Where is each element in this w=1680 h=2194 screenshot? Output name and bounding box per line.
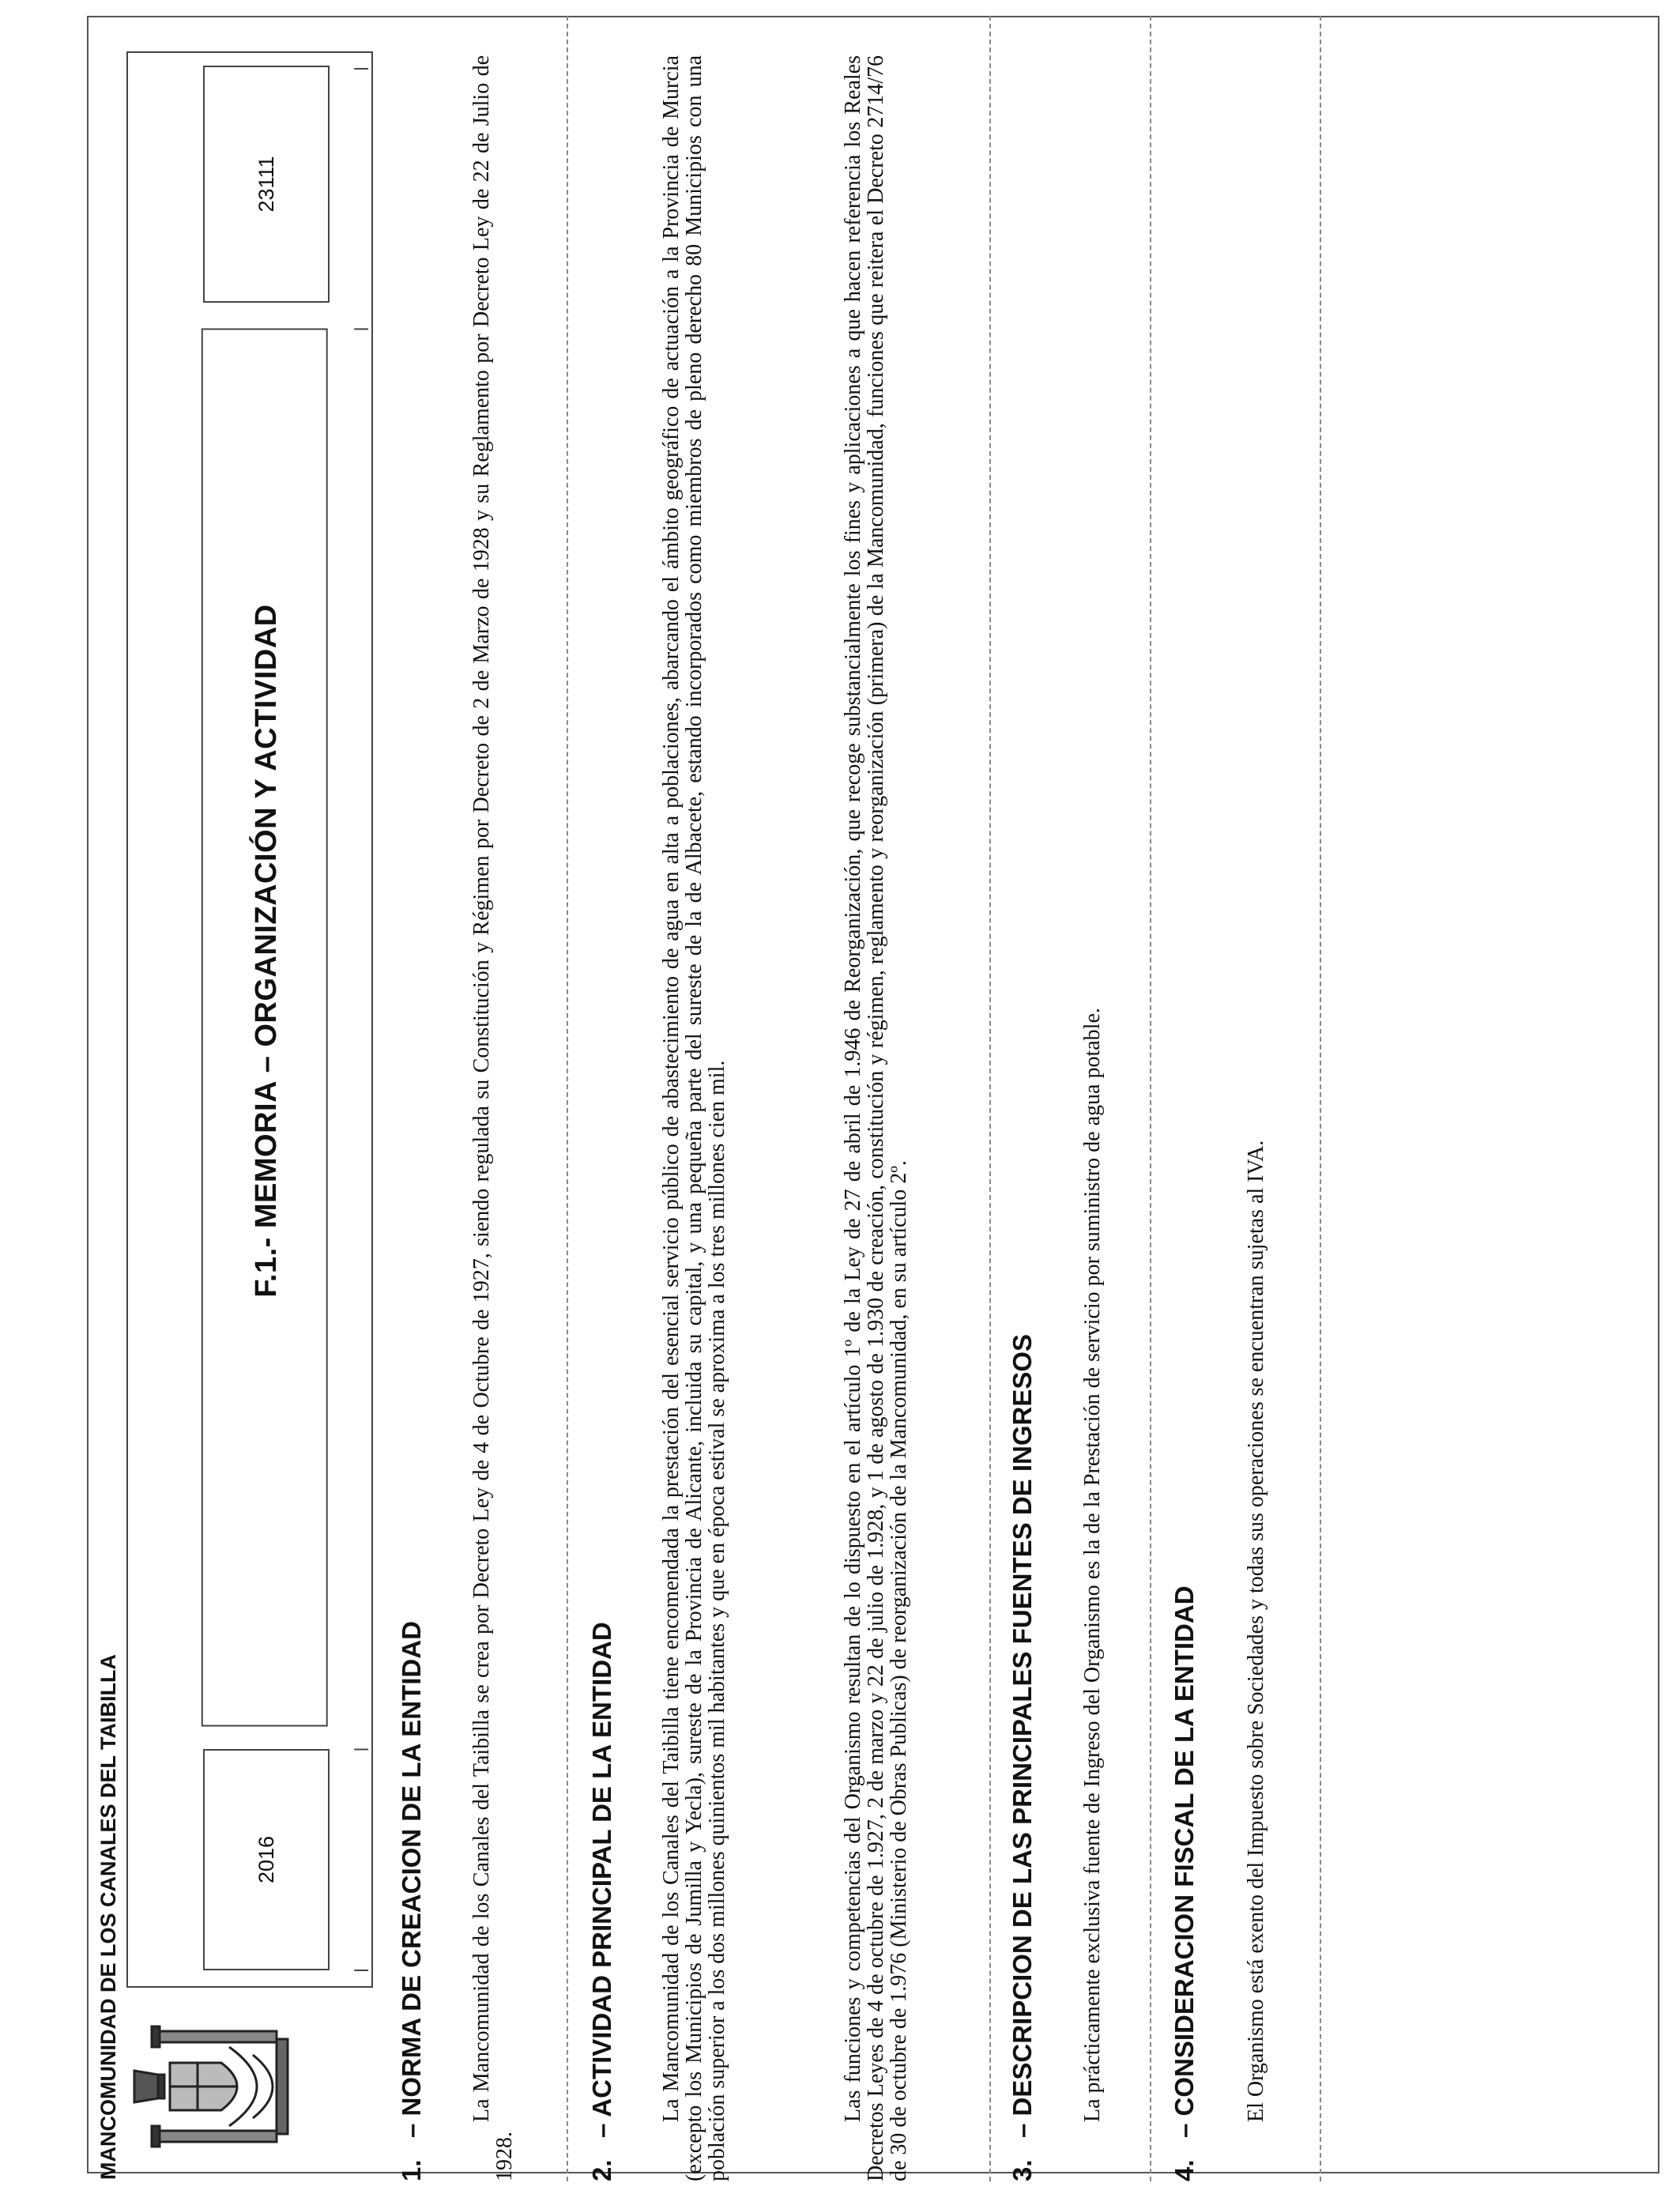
section-1-paragraph: La Mancomunidad de los Canales del Taibilla se crea por Decreto Ley de 4 de Octubre de 1927, siendo regulada su Constitución y Régimen por Decreto de 2 de Marzo de 1928 y su Reglamento por Decreto Ley de 22 de Julio de 1928. xyxy=(469,55,518,2181)
section-title: – ACTIVIDAD PRINCIPAL DE LA ENTIDAD xyxy=(587,1622,616,2138)
section-heading-2 xyxy=(587,1622,617,2181)
section-separator xyxy=(1320,16,1321,2181)
coat-of-arms-icon xyxy=(126,2007,308,2166)
section-title: – NORMA DE CREACION DE LA ENTIDAD xyxy=(397,1621,426,2138)
section-number: 1. xyxy=(397,2159,426,2181)
section-3-paragraph: La prácticamente exclusiva fuente de Ingreso del Organismo es la de la Prestación de servicio por suministro de agua potable. xyxy=(1080,1008,1105,2122)
section-2-paragraph-2: Las funciones y competencias del Organismo resultan de lo dispuesto en el artículo 1º de la Ley de 27 de abril de 1.946 de Reorganización, que recoge substancialmente los fines y aplicaciones a que hacen referencia los Reales Decretos Leyes de 4 de octubre de 1.927, 2 de marzo y 22 de julio de 1.928, y 1 de agosto de 1.930 de creación, constitución y régimen, reglamento y reorganización (primera) de la Mancomunidad, funciones que reitera el Decreto 2714/76 de 30 de octubre de 1.976 (Ministerio de Obras Publicas) de reorganización de la Mancomunidad, en su artículo 2º. xyxy=(841,55,912,2181)
code-field: 23111 xyxy=(203,66,330,303)
organization-name: MANCOMUNIDAD DE LOS CANALES DEL TAIBILLA xyxy=(96,1654,120,2180)
section-heading-4 xyxy=(1170,1585,1200,2181)
section-2-paragraph-1: La Mancomunidad de los Canales del Taibilla tiene encomendada la prestación del esencial servicio público de abastecimiento de agua en alta a poblaciones, abarcando el ámbito geográfico de actuación a la Provincia de Murcia (excepto los Municipios de Jumilla y Yecla), sureste de la Provincia de Alicante, incluida su capital, y una pequeña parte del sureste de la de Albacete, estando incorporados como miembros de pleno derecho 80 Municipios con una población superior a los dos millones quinientos mil habitantes y que en época estival se aproxima a los tres millones cien mil. xyxy=(659,55,730,2181)
section-title: – DESCRIPCION DE LAS PRINCIPALES FUENTES DE INGRESOS xyxy=(1008,1333,1037,2138)
document-content xyxy=(79,16,1652,2181)
section-heading-1 xyxy=(397,1621,427,2181)
section-title: – CONSIDERACION FISCAL DE LA ENTIDAD xyxy=(1170,1585,1199,2138)
header-box xyxy=(126,51,373,1988)
year-field: 2016 xyxy=(203,1749,330,1970)
section-4-paragraph: El Organismo está exento del Impuesto sobre Sociedades y todas sus operaciones se encuentran sujetas al IVA. xyxy=(1244,1140,1268,2122)
section-separator xyxy=(1150,16,1151,2181)
section-separator xyxy=(989,16,991,2181)
section-heading-3 xyxy=(1008,1334,1038,2181)
rotated-page xyxy=(79,16,1652,2181)
section-number: 2. xyxy=(587,2159,616,2181)
section-separator xyxy=(567,16,568,2181)
section-number: 3. xyxy=(1008,2159,1037,2181)
page-title: F.1.- MEMORIA – ORGANIZACIÓN Y ACTIVIDAD xyxy=(249,604,283,1298)
section-number: 4. xyxy=(1170,2159,1199,2181)
